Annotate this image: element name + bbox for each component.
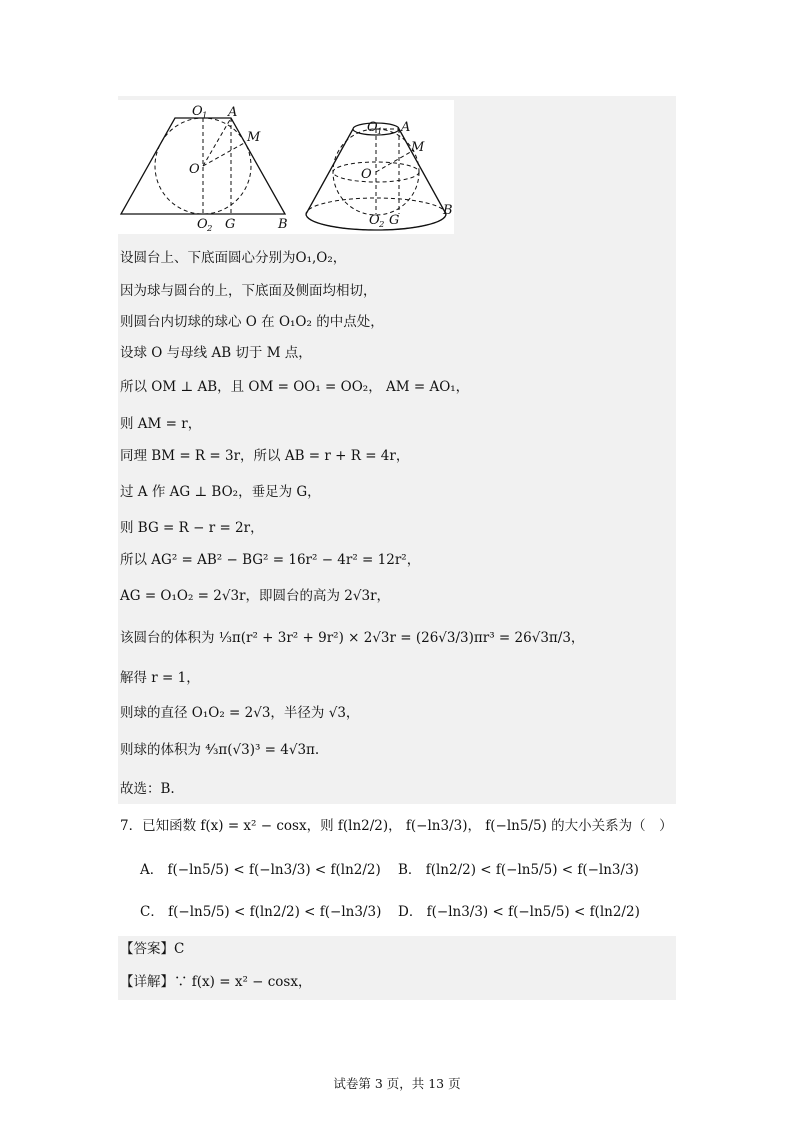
- solution-line-10: 所以 AG² = AB² − BG² = 16r² − 4r² = 12r²，: [120, 552, 421, 568]
- label-O2-right: O: [369, 213, 380, 228]
- answer-shade: [118, 936, 676, 1000]
- solution-line-14: 则球的直径 O₁O₂ = 2√3，半径为 √3，: [120, 705, 360, 721]
- label-A-right: A: [401, 120, 411, 135]
- label-O2: O: [197, 217, 208, 232]
- option-a: A． f(−ln5/5) < f(−ln3/3) < f(ln2/2): [140, 862, 381, 878]
- label-M-right: M: [411, 140, 425, 155]
- option-d: D． f(−ln3/3) < f(−ln5/5) < f(ln2/2): [398, 904, 640, 920]
- label-O-right: O: [361, 167, 372, 182]
- solution-line-7: 同理 BM = R = 3r，所以 AB = r + R = 4r，: [120, 448, 410, 464]
- option-b: B． f(ln2/2) < f(−ln5/5) < f(−ln3/3): [398, 862, 639, 878]
- label-G-right: G: [389, 213, 400, 228]
- label-O1-sub: 1: [202, 111, 208, 121]
- label-O2-sub-right: 2: [379, 220, 385, 230]
- solution-line-6: 则 AM = r，: [120, 416, 202, 432]
- solution-line-12: 该圆台的体积为 ¹⁄₃π(r² + 3r² + 9r²) × 2√3r = (26√3/3)πr³ = 26√3π/3，: [120, 630, 585, 646]
- detail-line: 【详解】∵ f(x) = x² − cosx，: [120, 974, 312, 990]
- solution-line-1: 设圆台上、下底面圆心分别为O₁,O₂，: [120, 250, 347, 266]
- question-stem: 7．已知函数 f(x) = x² − cosx，则 f(ln2/2)， f(−ln3/3)， f(−ln5/5) 的大小关系为（ ）: [120, 818, 673, 834]
- label-A: A: [228, 105, 238, 120]
- solution-line-2: 因为球与圆台的上，下底面及侧面均相切，: [120, 283, 377, 299]
- page-footer: 试卷第 3 页，共 13 页: [333, 1076, 461, 1091]
- label-B: B: [278, 217, 288, 232]
- label-B-right: B: [443, 203, 453, 218]
- label-O: O: [189, 162, 200, 177]
- solution-line-16: 故选：B.: [120, 781, 175, 797]
- solution-line-5: 所以 OM ⊥ AB，且 OM = OO₁ = OO₂， AM = AO₁，: [120, 379, 470, 395]
- solution-line-4: 设球 O 与母线 AB 切于 M 点，: [120, 345, 312, 361]
- answer-line: 【答案】C: [120, 941, 185, 957]
- label-O1-sub-right: 1: [377, 127, 383, 137]
- option-c: C． f(−ln5/5) < f(ln2/2) < f(−ln3/3): [140, 904, 382, 920]
- label-G: G: [225, 217, 236, 232]
- solution-line-15: 则球的体积为 ⁴⁄₃π(√3)³ = 4√3π.: [120, 742, 320, 758]
- solution-line-13: 解得 r = 1，: [120, 670, 200, 686]
- label-O2-sub: 2: [207, 224, 213, 234]
- trapezoid-figure: [118, 100, 454, 234]
- label-O1: O: [192, 104, 203, 119]
- solution-line-3: 则圆台内切球的球心 O 在 O₁O₂ 的中点处，: [120, 314, 384, 330]
- solution-line-11: AG = O₁O₂ = 2√3r，即圆台的高为 2√3r，: [120, 588, 391, 604]
- solution-line-9: 则 BG = R − r = 2r，: [120, 520, 264, 536]
- label-M: M: [247, 130, 261, 145]
- label-O1-right: O: [367, 120, 378, 135]
- solution-line-8: 过 A 作 AG ⊥ BO₂，垂足为 G，: [120, 484, 321, 500]
